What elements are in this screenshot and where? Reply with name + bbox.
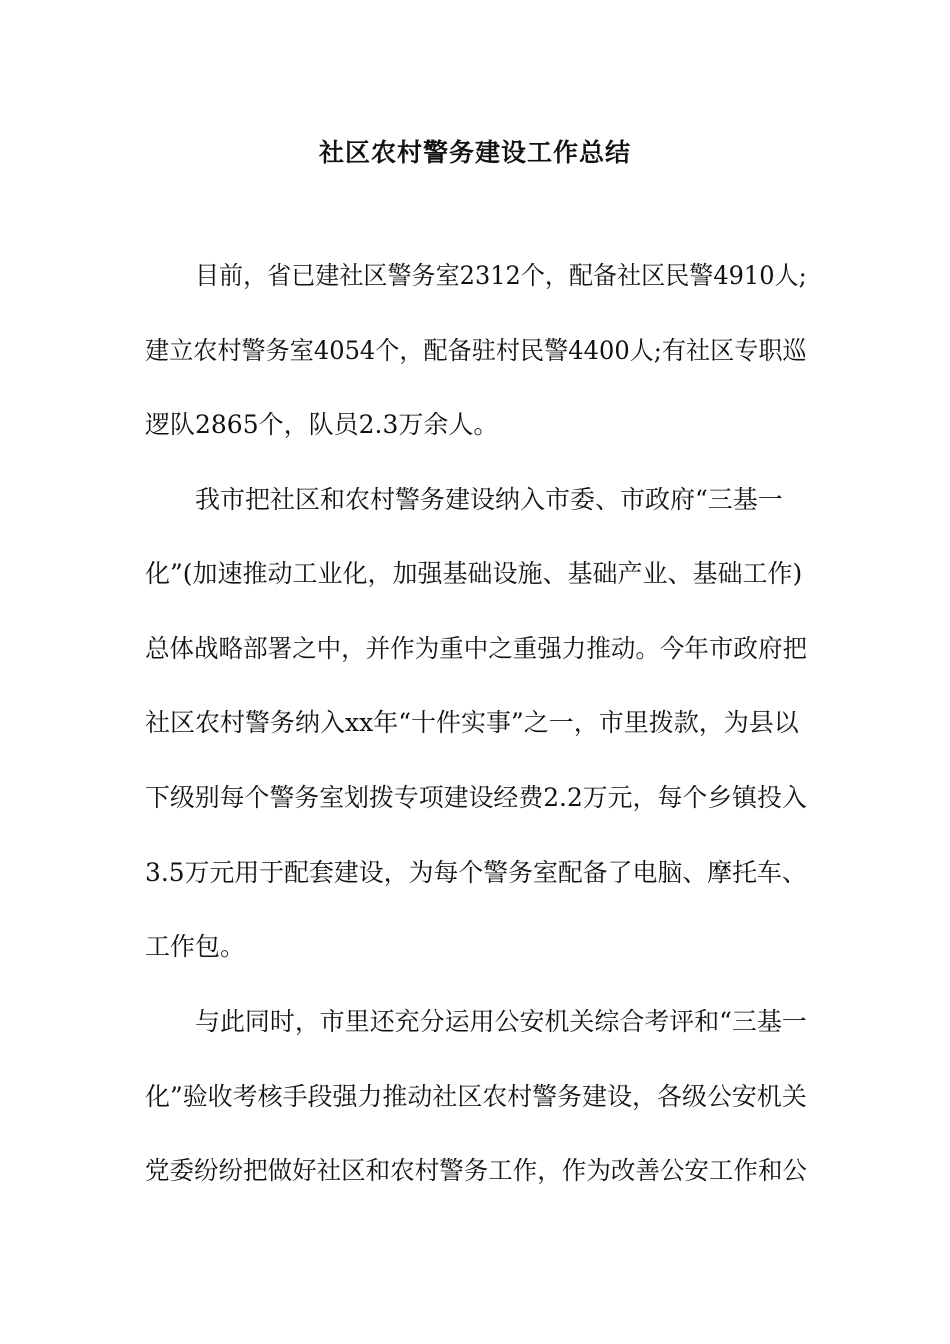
paragraph-1-line-1: 目前，省已建社区警务室2312个，配备社区民警4910人; <box>195 261 807 290</box>
paragraph-2-line-6: 3.5万元用于配套建设，为每个警务室配备了电脑、摩托车、 <box>145 858 807 887</box>
paragraph-3-line-3: 党委纷纷把做好社区和农村警务工作，作为改善公安工作和公 <box>145 1156 807 1185</box>
paragraph-2-line-2: 化”(加速推动工业化，加强基础设施、基础产业、基础工作) <box>145 559 803 588</box>
paragraph-2-line-1: 我市把社区和农村警务建设纳入市委、市政府“三基一 <box>195 485 783 514</box>
paragraph-2-line-4: 社区农村警务纳入xx年“十件实事”之一，市里拨款，为县以 <box>145 708 799 737</box>
paragraph-1-line-2: 建立农村警务室4054个，配备驻村民警4400人;有社区专职巡 <box>145 336 807 365</box>
paragraph-2-line-3: 总体战略部署之中，并作为重中之重强力推动。今年市政府把 <box>145 634 807 663</box>
document-title: 社区农村警务建设工作总结 <box>318 138 631 167</box>
paragraph-2-line-7: 工作包。 <box>145 932 246 961</box>
paragraph-3-line-1: 与此同时，市里还充分运用公安机关综合考评和“三基一 <box>195 1007 807 1036</box>
paragraph-2-line-5: 下级别每个警务室划拨专项建设经费2.2万元，每个乡镇投入 <box>145 783 807 812</box>
paragraph-3-line-2: 化”验收考核手段强力推动社区农村警务建设，各级公安机关 <box>145 1082 807 1111</box>
paragraph-1-line-3: 逻队2865个，队员2.3万余人。 <box>145 410 499 439</box>
